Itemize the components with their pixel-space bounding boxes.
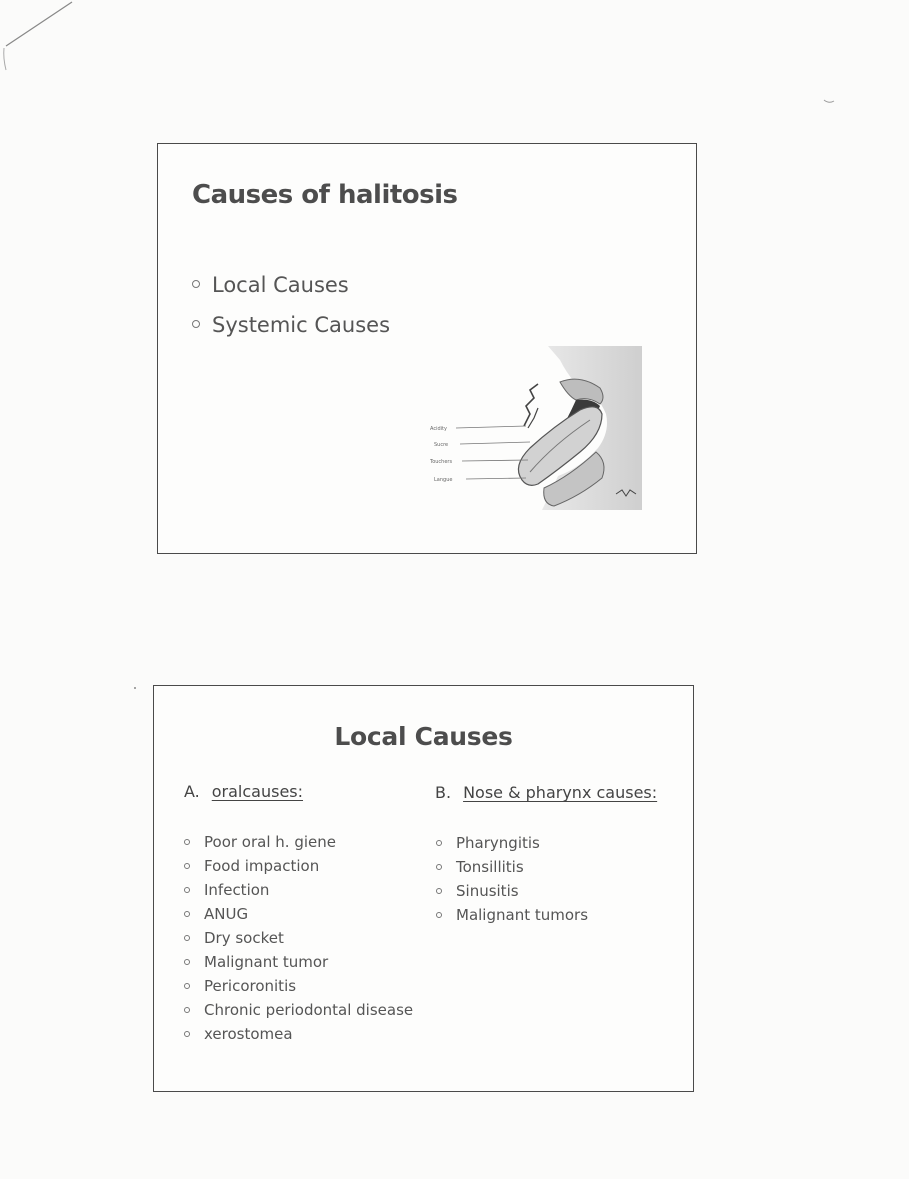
list-item	[436, 857, 588, 881]
list-item-label: Pericoronitis	[204, 977, 297, 995]
list-item-label: Tonsillitis	[456, 858, 524, 876]
list-item-label: Sinusitis	[456, 882, 519, 900]
tongue-anatomy-illustration	[430, 344, 644, 512]
bullet-icon	[184, 1007, 190, 1013]
illustration-label: Touchers	[430, 459, 453, 465]
column-letter: B.	[435, 783, 452, 802]
list-item-label: Food impaction	[204, 857, 320, 875]
list-item	[192, 310, 390, 350]
list-item	[184, 928, 413, 952]
bullet-icon	[184, 839, 190, 845]
column-heading-label: oralcauses:	[211, 782, 304, 801]
slide-title: Local Causes	[334, 722, 513, 751]
bullet-icon	[184, 863, 190, 869]
list-item	[184, 1000, 413, 1024]
bullet-icon	[184, 1031, 190, 1037]
list-item-label: Systemic Causes	[212, 313, 391, 337]
list-item-label: ANUG	[204, 905, 249, 923]
list-item	[184, 952, 413, 976]
illustration-label: Sucre	[434, 442, 449, 448]
bullet-icon	[184, 935, 190, 941]
list-item	[436, 905, 588, 929]
bullet-icon	[436, 912, 442, 918]
list-item-label: Dry socket	[204, 929, 284, 947]
illustration-label: Langue	[434, 477, 453, 483]
bullet-icon	[184, 911, 190, 917]
slide-causes-of-halitosis	[157, 143, 697, 554]
list-item	[184, 856, 413, 880]
bullet-icon	[184, 983, 190, 989]
slide-title: Causes of halitosis	[192, 180, 458, 210]
list-item	[184, 832, 413, 856]
list-item-label: Poor oral h. giene	[204, 833, 336, 851]
nose-pharynx-causes-list	[436, 833, 588, 929]
list-item	[436, 881, 588, 905]
bullet-icon	[436, 888, 442, 894]
bullet-icon	[184, 887, 190, 893]
oral-causes-list	[184, 832, 413, 1048]
list-item	[184, 904, 413, 928]
list-item-label: Chronic periodontal disease	[204, 1001, 414, 1019]
list-item-label: Local Causes	[212, 273, 349, 297]
column-heading-label: Nose & pharynx causes:	[463, 783, 658, 802]
list-item	[184, 976, 413, 1000]
list-item-label: Malignant tumor	[204, 953, 329, 971]
list-item	[184, 1024, 413, 1048]
bullet-icon	[192, 280, 200, 288]
column-heading-oral	[184, 782, 303, 801]
list-item	[192, 270, 390, 310]
bullet-icon	[436, 840, 442, 846]
list-item-label: Malignant tumors	[456, 906, 589, 924]
illustration-label: Acidity	[430, 426, 447, 432]
column-heading-nose-pharynx	[435, 783, 657, 802]
bullet-icon	[192, 320, 200, 328]
list-item	[436, 833, 588, 857]
list-item-label: xerostomea	[204, 1025, 293, 1043]
list-item	[184, 880, 413, 904]
list-item-label: Pharyngitis	[456, 834, 540, 852]
list-item-label: Infection	[204, 881, 270, 899]
column-letter: A.	[184, 782, 200, 801]
slide-local-causes	[153, 685, 694, 1092]
bullet-icon	[436, 864, 442, 870]
bullet-icon	[184, 959, 190, 965]
bullet-list	[192, 270, 390, 350]
